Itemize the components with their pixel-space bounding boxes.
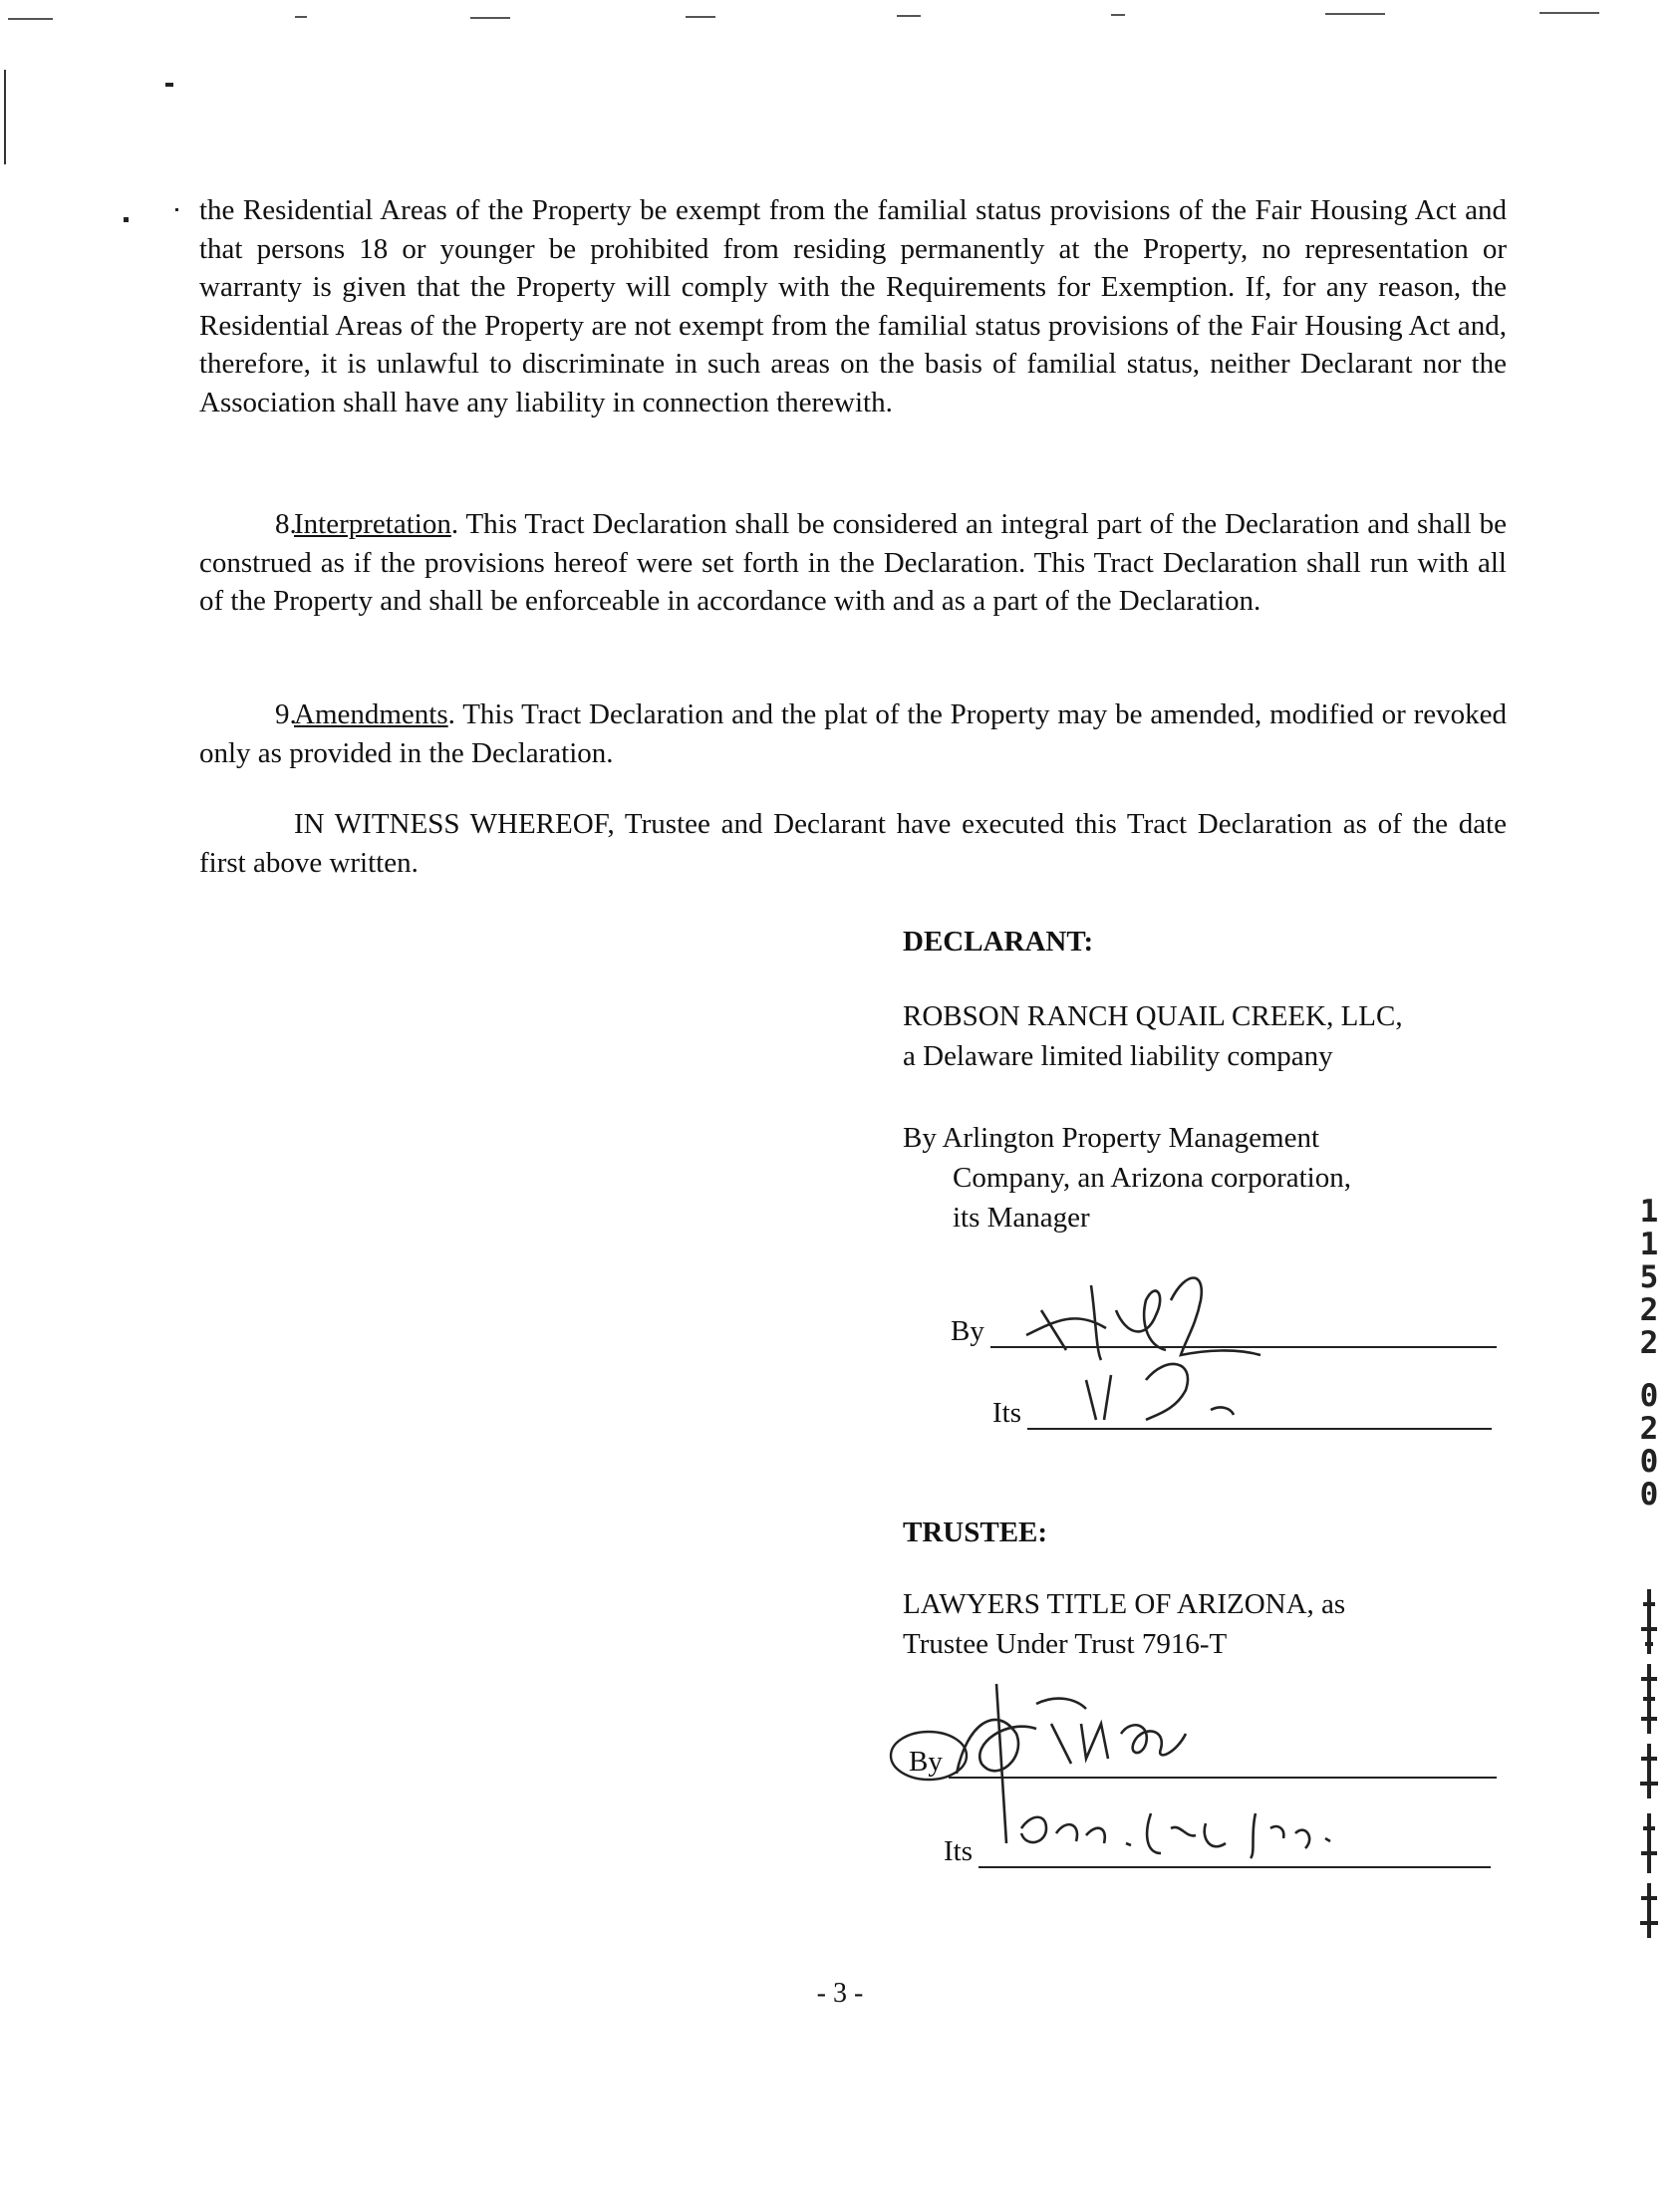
trustee-heading: TRUSTEE: [903, 1517, 1048, 1548]
stamp-digit: 2 [1639, 1325, 1659, 1361]
trustee-entity-line2: Trustee Under Trust 7916-T [903, 1628, 1228, 1660]
section-8-text: . This Tract Declaration shall be considered an integral part of the Declaration and shall be construed as if the provisions hereof were set forth in the Declaration. This Tract Declaration shall run with all of the Property and shall be enforceable in accordance with and as a part of the Declaration. [199, 508, 1507, 617]
stamp-digit: 2 [1639, 1411, 1659, 1447]
stamp-digit: 1 [1639, 1194, 1659, 1230]
recording-stamp [1634, 1196, 1664, 1512]
page-number: - 3 - [816, 1978, 864, 2009]
declarant-by-label: By [951, 1315, 984, 1347]
declarant-heading: DECLARANT: [903, 926, 1094, 958]
scan-artifact [295, 16, 307, 18]
scan-artifact [1540, 12, 1599, 14]
declarant-by-line3: its Manager [953, 1202, 1090, 1234]
section-8-number: 8. [275, 508, 297, 540]
trustee-by-label: By [909, 1746, 943, 1778]
section-9-number: 9. [275, 698, 297, 730]
stamp-digit: 0 [1639, 1444, 1659, 1480]
stamp-digit: 1 [1639, 1227, 1659, 1262]
section-8-paragraph [199, 505, 1507, 621]
declarant-by-block [903, 1118, 1351, 1238]
declarant-by-line2: Company, an Arizona corporation, [953, 1162, 1351, 1194]
witness-clause: IN WITNESS WHEREOF, Trustee and Declarant have executed this Tract Declaration as of the date first above written. [199, 808, 1507, 879]
section-9-text: . This Tract Declaration and the plat of the Property may be amended, modified or revoked only as provided in the Declaration. [199, 698, 1507, 769]
declarant-signature-image [996, 1241, 1295, 1440]
stamp-digit: 5 [1639, 1259, 1659, 1295]
declarant-entity-line2: a Delaware limited liability company [903, 1040, 1333, 1072]
stamp-digit: 0 [1639, 1477, 1659, 1513]
scan-artifact [686, 16, 715, 18]
paragraph-7-continued: the Residential Areas of the Property be exempt from the familial status provisions of the Fair Housing Act and that persons 18 or younger be prohibited from residing permanently at the Property, no representation or warranty is given that the Property will comply with the Requirements for Exemption. If, for any reason, the Residential Areas of the Property are not exempt from the familial status provisions of the Fair Housing Act and, therefore, it is unlawful to discriminate in such areas on the basis of familial status, neither Declarant nor the Association shall have any liability in connection therewith. [199, 194, 1507, 418]
scan-artifact [1111, 14, 1125, 16]
scan-artifact [1325, 13, 1385, 15]
scan-artifact [175, 208, 178, 211]
trustee-entity [903, 1584, 1345, 1664]
stamp-digit: 2 [1639, 1292, 1659, 1328]
declarant-its-label: Its [992, 1397, 1021, 1429]
scan-artifact [897, 15, 921, 17]
scan-artifact [165, 83, 173, 87]
declarant-entity [903, 996, 1403, 1076]
scan-artifact [124, 217, 129, 222]
stamp-digit: 0 [1639, 1378, 1659, 1414]
section-8-heading: Interpretation [294, 508, 451, 540]
trustee-entity-line1: LAWYERS TITLE OF ARIZONA, as [903, 1588, 1346, 1620]
scan-artifact [8, 18, 53, 20]
section-9-paragraph [199, 695, 1507, 772]
trustee-signature-image [887, 1664, 1405, 1873]
scan-artifact [470, 17, 510, 19]
scan-artifact [4, 70, 6, 164]
recording-stamp-marks [1635, 1584, 1663, 1943]
declarant-by-line1: By Arlington Property Management [903, 1122, 1320, 1154]
section-9-heading: Amendments [294, 698, 448, 730]
trustee-its-label: Its [944, 1835, 973, 1867]
declarant-entity-line1: ROBSON RANCH QUAIL CREEK, LLC, [903, 1000, 1403, 1032]
